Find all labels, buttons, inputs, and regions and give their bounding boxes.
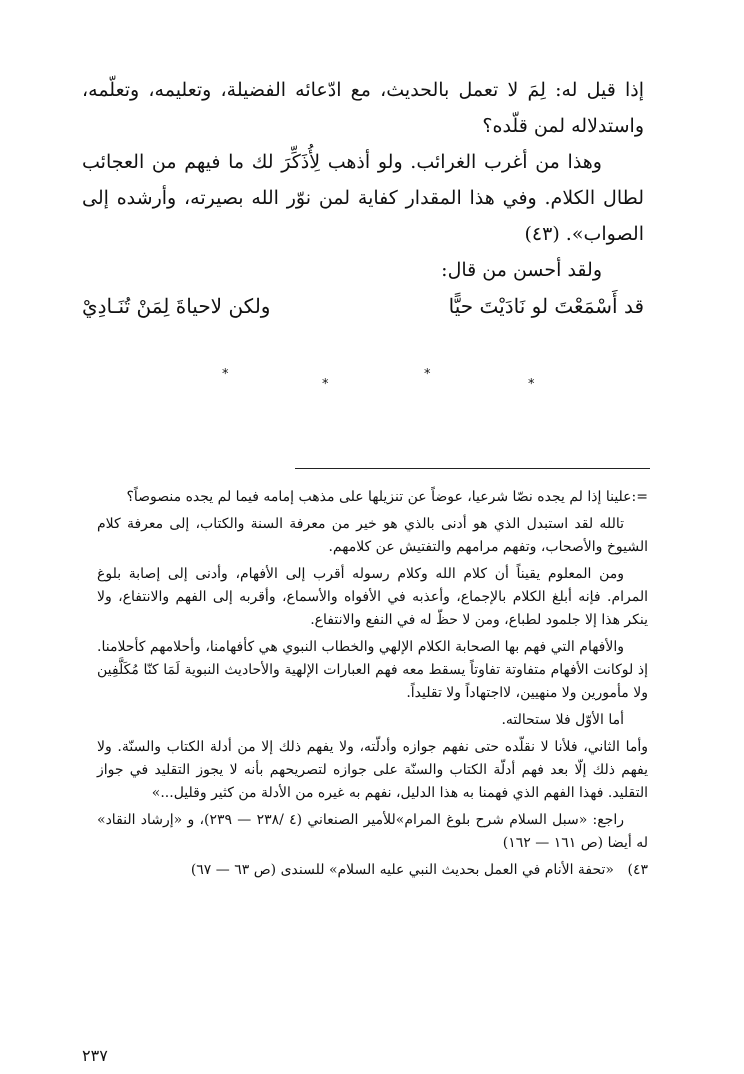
- star-separator: [200, 368, 550, 398]
- footnote-number: ٤٣): [627, 862, 648, 878]
- page-number: ٢٣٧: [82, 1046, 108, 1065]
- separator-star: *: [528, 377, 535, 392]
- main-text: [82, 72, 644, 324]
- footnote-reference: راجع: «سبل السلام شرح بلوغ المرام»للأمير الصنعاني (٤ /٢٣٨ — ٢٣٩)، و «إرشاد النقاد» له أيضا (ص ١٦١ — ١٦٢): [97, 812, 648, 851]
- footnote-43-text: «تحفة الأنام في العمل بحديث النبي عليه السلام» للسندى (ص ٦٣ — ٦٧): [190, 862, 614, 878]
- paragraph-2: وهذا من أغرب الغرائب. ولو أذهب لِأُذَكِّرَ لك ما فيهم من العجائب لطال الكلام. وفي هذا المقدار كفاية لمن نوّر الله بصيرته، وأرشده إلى الصواب». (٤٣): [82, 151, 644, 245]
- paragraph-1: إذا قيل له: لِمَ لا تعمل بالحديث، مع ادّعائه الفضيلة، وتعليمه، وتعلّمه، واستدلاله لمن قلّده؟: [82, 79, 644, 137]
- footnote-paragraph: ومن المعلوم يقيناً أن كلام الله وكلام رسوله أقرب إلى الأفهام، وأدنى إلى إصابة بلوغ المرام. فإنه أبلغ الكلام بالإجماع، وأعذبه في الأفواه والأسماع، وأقربه إلى الفهم والانتفاع، ولا ينكر هذا إلا جلمود لطباع، ومن لا حظّ له في النفع والانتفاع.: [97, 566, 648, 628]
- footnote-paragraph: والأفهام التي فهم بها الصحابة الكلام الإلهي والخطاب النبوي هي كأفهامنا، وأحلامهم كأحلامنا. إذ لوكانت الأفهام متفاوتة تفاوتاً يسقط معه فهم العبارات الإلهية والأحاديث النبوية لَمَا كنّا مُكَلَّفِين ولا مأمورين ولا منهيين، لااجتهاداً ولا تقليداً.: [97, 639, 648, 701]
- poetry-verse: [82, 288, 644, 324]
- footnote-divider: [295, 468, 650, 469]
- paragraph-3: ولقد أحسن من قال:: [441, 259, 602, 281]
- verse-second-hemistich: ولكن لاحياةَ لِمَنْ تُنَـادِيْ: [82, 294, 271, 318]
- footnotes: [97, 486, 648, 882]
- footnote-43: [97, 859, 648, 882]
- verse-first-hemistich: قد أَسْمَعْتَ لو نَادَيْتَ حيًّا: [448, 294, 644, 318]
- separator-star: *: [424, 367, 431, 382]
- separator-star: *: [222, 367, 229, 382]
- footnote-continuation: =:علينا إذا لم يجده نصّا شرعيا، عوضاً عن تنزيلها على مذهب إمامه فيما لم يجده منصوصاً؟: [126, 489, 648, 505]
- footnote-paragraph: وأما الثاني، فلأنا لا نقلّده حتى نفهم جوازه وأدلّته، ولا يفهم ذلك إلا من أدلة الكتاب والسنّة. ولا يفهم ذلك إلّا بعد فهم أدلّة الكتاب والسنّة على جوازه لتصريحهم بأنه لا يجوز التقليد في جواز التقليد. فهذا الفهم الذي فهمنا به هذا الدليل، نفهم به غيره من الأدلة من كثير وقليل...»: [97, 739, 648, 801]
- footnote-paragraph: أما الأوّل فلا ستحالته.: [501, 712, 624, 728]
- footnote-paragraph: تالله لقد استبدل الذي هو أدنى بالذي هو خير من معرفة السنة والكتاب، إلى معرفة كلام الشيوخ والأصحاب، وتفهم مرامهم والتفتيش عن كلامهم.: [97, 516, 648, 555]
- separator-star: *: [322, 377, 329, 392]
